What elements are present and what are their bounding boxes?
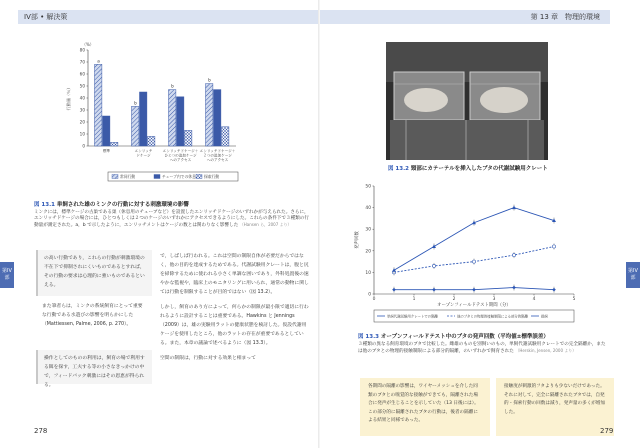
line-x-tick-label: 4	[532, 297, 536, 302]
line-legend-label: 他のブタとの物理的接触制限による部分的隔離	[457, 314, 528, 319]
figure-13-1-body: ミンクには，標準ケージの古巣である巣（休息用のチューブなど）を設置したエンリッチドケージのいずれかが与えられた。さらに，エンリッチドケージの場合には，ひとつもしくは２つのケージのいずれかにアクセスできるようにした。これらの条件下で３種類の行動量が測定された。a，b で示したように，エンリッチメントはケージの数とは関わりなく影響した	[34, 210, 309, 229]
bar-3	[148, 136, 155, 146]
bar-category-label: 標準	[102, 149, 111, 153]
line-point	[432, 288, 436, 292]
line-x-tick-label: 2	[452, 297, 456, 302]
bar-1	[206, 84, 213, 146]
bar-3	[185, 130, 192, 146]
bar-2	[177, 97, 184, 146]
line-point	[512, 254, 515, 257]
left-paragraph-1: で，しばしば行われる。これは空間の制限自体が必要だからではなく，他の目的を達成するためである。代謝試験用クレートは，腹と尻を掃除するために使われる小さく単調な囲いであり，外科処置後の速やかな監視や，臨床上のモニタリングに用いられ，通常の動物に関しては行動を制限することが目的ではない（図 13.2）。	[160, 254, 309, 295]
bar-legend	[108, 172, 238, 181]
right-side-tab: 第IV部	[626, 262, 640, 288]
line-point	[432, 264, 435, 267]
line-y-axis-label: 発声回数	[355, 231, 360, 249]
bar-chart	[60, 38, 250, 198]
bar-annotation: a	[97, 58, 100, 64]
figure-13-2-title: 頸部にカテーテルを挿入したブタの代謝試験用クレート	[410, 166, 548, 172]
metabolism-crate-photo	[386, 42, 548, 160]
line-x-tick-label: 5	[572, 297, 576, 302]
bar-annotation: b	[208, 77, 211, 83]
line-x-axis-label: オープンフィールドテスト期間（分）	[437, 303, 511, 308]
line-point	[392, 268, 396, 272]
bar-category-label: へのアクセス	[206, 158, 229, 163]
bar-y-unit: （%）	[82, 42, 94, 47]
figure-13-3-number: 図 13.3	[358, 334, 379, 340]
bar-category-label: ２つの追加ケージ	[203, 153, 232, 158]
bar-legend-label: 探索行動	[204, 174, 220, 179]
line-legend-label: 単飼代謝試験用クレートでの隔離	[387, 314, 438, 319]
bar-1	[132, 106, 139, 146]
bar-y-tick-label: 10	[79, 131, 85, 137]
right-page-number: 279	[600, 427, 614, 435]
bar-y-tick-label: 40	[79, 95, 85, 101]
bar-y-tick-label: 70	[79, 59, 85, 65]
bar-y-tick-label: 80	[79, 47, 85, 53]
bar-y-axis-label: 行動量（％）	[66, 85, 71, 111]
line-point	[512, 206, 516, 210]
figure-13-1-number: 図 13.1	[34, 202, 55, 208]
bar-category-label: ひとつの追加ケージ	[164, 153, 197, 158]
figure-13-3-description	[358, 342, 610, 355]
line-legend-label: 群飼	[541, 314, 548, 319]
figure-13-1-title: 単飼された雄のミンクの行動に対する刺激環境の影響	[56, 202, 189, 208]
figure-13-2-number: 図 13.2	[388, 166, 409, 172]
line-y-tick-label: 20	[365, 249, 371, 255]
note-box-2: また筆者らは，ミンクの系統飼育にとって重要な行動である水遊びの影響を明らかにした（Mattiessen, Palme, 2006, p. 270）。	[36, 298, 152, 344]
line-y-tick-label: 50	[365, 184, 371, 190]
line-y-tick-label: 30	[365, 227, 371, 233]
note-box-1: の高い行動であり，これらの行動が刺激環境の不在下で抑制されにくいものであるとすれば，その行動の要求は心理的に強いものであるといえる。	[36, 250, 152, 296]
bar-y-tick-label: 20	[79, 119, 85, 125]
bar-y-tick-label: 50	[79, 83, 85, 89]
line-x-tick-label: 0	[372, 297, 376, 302]
bar-category-label: エンリッチドケージ＋	[162, 149, 199, 153]
line-x-tick-label: 1	[412, 297, 416, 302]
bar-legend-swatch	[112, 175, 118, 179]
bar-3	[111, 142, 118, 146]
bar-2	[103, 116, 110, 146]
bar-category-label: エンリッチ	[134, 149, 153, 153]
right-box-2: 接触度が刺激的フタよりも少ないだけであった。それに対して，完全に隔離されたブタでは，自発的・探索行動の回数は減り，発声量の多くが増加した。	[496, 378, 614, 436]
figure-13-1-description	[34, 210, 312, 230]
left-main-column	[160, 252, 310, 369]
bar-legend-label: チューブ内での休息	[162, 174, 196, 179]
left-side-tab: 第IV部	[0, 262, 14, 288]
figure-13-1-caption	[34, 200, 189, 208]
line-y-tick-label: 40	[365, 206, 371, 212]
bar-legend-swatch	[154, 175, 160, 179]
line-x-tick-label: 3	[492, 297, 496, 302]
bar-legend-label: 常同行動	[120, 174, 136, 179]
line-legend	[374, 310, 574, 322]
note-box-3: 操作としてのものの利用は，飼育の場で利用する餌を探す，工夫する等の小さなきっかけの中で，フィードバック刺激にはその恩恵が得られる。	[36, 350, 152, 384]
line-point	[472, 288, 476, 292]
bar-3	[222, 127, 229, 146]
figure-13-3-title: オープンフィールドテスト中のブタの発声回数（平均値±標準誤差）	[380, 334, 549, 340]
right-running-header: 第 13 章 物理的環境	[530, 13, 600, 21]
line-point	[512, 286, 516, 290]
figure-13-3-body: ３種類の異なる飼育環境のブタで比較した。雌雄のものを別飼いのもの，単飼代謝試験用クレートでの完全隔離か，または他のブタとの物理的接触制限による部分的隔離，のいずれかで飼育された	[358, 342, 606, 355]
bar-2	[140, 92, 147, 146]
line-point	[392, 288, 396, 292]
bar-1	[95, 64, 102, 146]
figure-13-3-caption	[358, 332, 549, 340]
line-point	[552, 288, 556, 292]
bar-category-label: ドケージ	[136, 153, 151, 158]
bar-category-label: エンリッチドケージ＋	[199, 149, 236, 153]
bar-annotation: b	[171, 83, 174, 89]
right-box-1: 各期間の隔離の影響は，ワイヤーメッシュを介した同類のブタとの嗅覚的な接触ができても，隔離された場合に発声が生じることを示していた（13 日後には）。この部分的に隔離されたブタの行動は，後者の隔離による結果と同様であった。	[360, 378, 490, 436]
line-point	[552, 245, 555, 248]
bar-1	[169, 90, 176, 146]
bar-2	[214, 90, 221, 146]
line-y-tick-label: 10	[365, 270, 371, 276]
figure-13-3-ref: （Herskin, Jensen, 2000 より）	[515, 348, 577, 354]
metabolism-crate-illustration	[386, 42, 548, 160]
line-y-tick-label: 0	[368, 292, 371, 298]
bar-category-label: へのアクセス	[169, 158, 192, 163]
bar-y-tick-label: 0	[82, 143, 85, 149]
bar-y-tick-label: 60	[79, 71, 85, 77]
figure-13-1-ref: （Hansen ら，2007 より）	[239, 222, 292, 228]
figure-13-2-caption	[388, 164, 548, 172]
bar-annotation: b	[134, 100, 137, 106]
left-page-number: 278	[34, 427, 48, 435]
line-chart	[350, 178, 590, 326]
left-running-header: IV部 • 解決策	[24, 13, 68, 21]
bar-legend-swatch	[196, 175, 202, 179]
line-point	[472, 260, 475, 263]
bar-y-tick-label: 30	[79, 107, 85, 113]
left-paragraph-2: しかし，飼育のあり方によって，何らかの制限が最小限で適切に行われるように設計することは重要である。Hawkins と Jennings（2009）は，雄の実験用ラットの健康状態を検討した。仮設代謝用ケージを使用したところ，他のラットの存在が重要であるとしている。また，本章の議論で述べるように（図 13.3）。	[160, 305, 309, 346]
right-page	[320, 0, 640, 448]
line-point	[432, 244, 436, 248]
left-paragraph-3: 空間の制限は，行動に対する効果と相まって	[160, 356, 256, 361]
